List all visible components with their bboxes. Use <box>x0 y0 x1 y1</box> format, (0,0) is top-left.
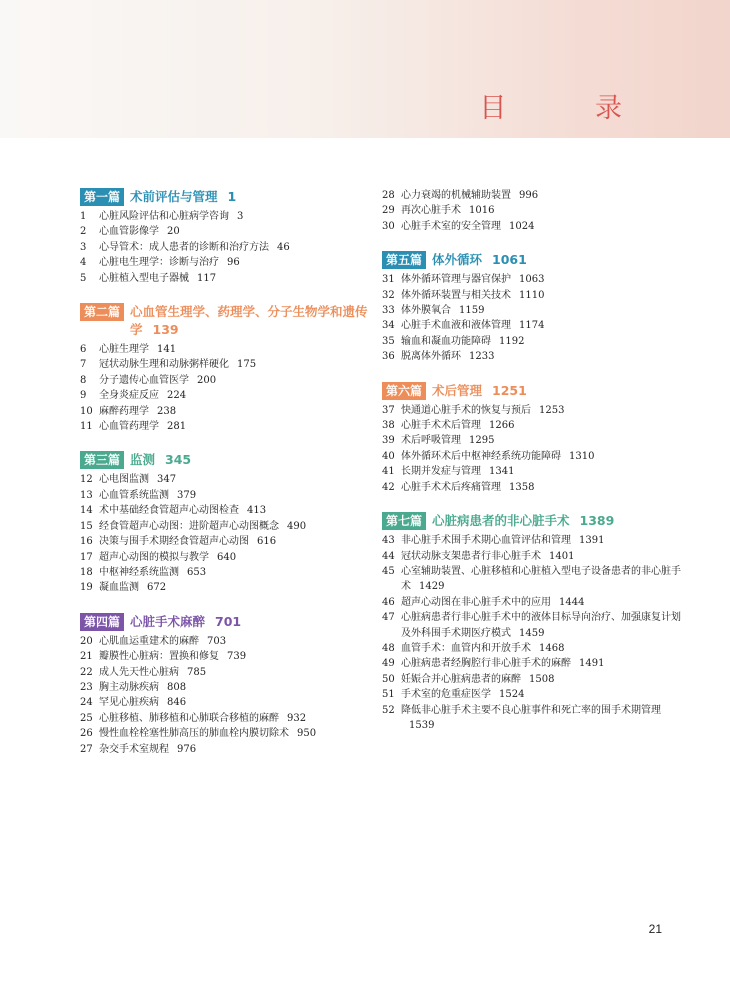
chapter-entry[interactable] <box>80 534 380 549</box>
part-badge: 第四篇 <box>80 613 124 631</box>
chapter-title: 心血管影像学 <box>99 226 159 238</box>
chapter-title: 心肌血运重建术的麻醉 <box>99 635 199 647</box>
chapter-entry[interactable] <box>382 595 682 610</box>
part-page: 701 <box>215 613 242 629</box>
chapter-number: 38 <box>382 420 395 432</box>
chapter-page: 1341 <box>489 466 515 478</box>
chapter-number: 2 <box>80 226 87 238</box>
chapter-page: 413 <box>247 505 267 517</box>
part-heading[interactable] <box>382 512 682 530</box>
part-page: 1251 <box>492 382 527 398</box>
chapter-page: 1508 <box>529 673 555 685</box>
chapter-number: 17 <box>80 551 93 563</box>
chapter-title: 罕见心脏疾病 <box>99 697 159 709</box>
chapter-number: 14 <box>80 505 93 517</box>
chapter-entry[interactable] <box>382 349 682 364</box>
chapter-number: 42 <box>382 481 395 493</box>
chapter-number: 48 <box>382 642 395 654</box>
chapter-entry[interactable] <box>382 272 682 287</box>
chapter-page: 653 <box>187 566 207 578</box>
chapter-title: 全身炎症反应 <box>99 390 159 402</box>
chapter-number: 49 <box>382 658 395 670</box>
chapter-entry[interactable] <box>80 419 380 434</box>
chapter-entry[interactable] <box>382 449 682 464</box>
part-badge: 第二篇 <box>80 303 124 321</box>
part-title: 监测 <box>130 452 156 468</box>
chapter-title: 术中基础经食管超声心动图检查 <box>99 505 239 517</box>
chapter-entry[interactable] <box>80 565 380 580</box>
chapter-number: 52 <box>382 704 395 716</box>
chapter-page: 739 <box>227 651 247 663</box>
part-title: 术后管理 <box>432 382 483 398</box>
chapter-number: 37 <box>382 404 395 416</box>
chapter-title: 血管手术：血管内和开放手术 <box>401 642 531 654</box>
chapter-number: 26 <box>80 728 93 740</box>
chapter-number: 30 <box>382 220 395 232</box>
chapter-page: 1192 <box>499 335 525 347</box>
chapter-entry[interactable] <box>382 303 682 318</box>
chapter-title: 降低非心脏手术主要不良心脏事件和死亡率的围手术期管理 <box>401 704 661 716</box>
chapter-title: 胸主动脉疾病 <box>99 681 159 693</box>
chapter-page: 141 <box>157 344 177 356</box>
part-5 <box>382 251 682 364</box>
chapter-entry[interactable] <box>80 209 380 224</box>
chapter-title: 凝血监测 <box>99 582 139 594</box>
chapter-entry[interactable] <box>382 687 682 702</box>
chapter-entry[interactable] <box>80 580 380 595</box>
chapter-title: 心电图监测 <box>99 474 149 486</box>
chapter-entry[interactable] <box>80 711 380 726</box>
chapter-entry[interactable] <box>382 533 682 548</box>
chapter-number: 51 <box>382 689 395 701</box>
chapter-page: 281 <box>167 421 187 433</box>
chapter-title: 成人先天性心脏病 <box>99 666 179 678</box>
toc-left-column <box>80 188 380 774</box>
chapter-number: 25 <box>80 712 93 724</box>
chapter-entry[interactable] <box>382 288 682 303</box>
chapter-title: 心脏生理学 <box>99 344 149 356</box>
chapter-title: 麻醉药理学 <box>99 405 149 417</box>
chapter-page: 1110 <box>519 289 545 301</box>
chapter-number: 36 <box>382 351 395 363</box>
chapter-title: 超声心动图在非心脏手术中的应用 <box>401 596 551 608</box>
chapter-number: 39 <box>382 435 395 447</box>
part-page: 345 <box>165 452 192 468</box>
chapter-number: 32 <box>382 289 395 301</box>
chapter-page: 1459 <box>519 627 545 639</box>
chapter-entry[interactable] <box>80 472 380 487</box>
chapter-number: 16 <box>80 536 93 548</box>
chapter-title: 中枢神经系统监测 <box>99 566 179 578</box>
chapter-title: 再次心脏手术 <box>401 205 461 217</box>
part-title: 心血管生理学、药理学、分子生物学和遗传学 <box>130 304 368 338</box>
chapter-title: 脱离体外循环 <box>401 351 461 363</box>
part-heading[interactable] <box>80 188 380 206</box>
part-page: 1 <box>227 189 237 204</box>
chapter-entry[interactable] <box>80 665 380 680</box>
chapter-page: 846 <box>167 697 187 709</box>
part-3 <box>80 451 380 595</box>
chapter-entry[interactable] <box>80 519 380 534</box>
chapter-number: 6 <box>80 344 87 356</box>
chapter-title: 冠状动脉支架患者行非心脏手术 <box>401 550 541 562</box>
chapter-title: 心脏手术术后管理 <box>401 420 481 432</box>
chapter-title: 心导管术：成人患者的诊断和治疗方法 <box>99 241 269 253</box>
chapter-entry[interactable] <box>382 318 682 333</box>
chapter-page: 950 <box>297 728 317 740</box>
part-heading[interactable] <box>382 382 682 400</box>
chapter-number: 34 <box>382 320 395 332</box>
chapter-number: 3 <box>80 241 87 253</box>
chapter-number: 15 <box>80 520 93 532</box>
chapter-title: 冠状动脉生理和动脉粥样硬化 <box>99 359 229 371</box>
page-title: 目 录 <box>479 93 662 124</box>
chapter-page: 379 <box>177 489 197 501</box>
chapter-number: 4 <box>80 257 87 269</box>
chapter-page: 1401 <box>549 550 575 562</box>
chapter-title: 心脏手术术后疼痛管理 <box>401 481 501 493</box>
chapter-page: 616 <box>257 536 277 548</box>
chapter-entry[interactable] <box>382 334 682 349</box>
chapter-page: 1539 <box>409 719 435 731</box>
chapter-entry[interactable] <box>80 224 380 239</box>
part-4 <box>80 613 380 757</box>
chapter-title: 体外膜氧合 <box>401 305 451 317</box>
toc-right-column <box>382 188 682 750</box>
chapter-number: 23 <box>80 681 93 693</box>
chapter-page: 1391 <box>579 535 605 547</box>
chapter-entry[interactable] <box>80 503 380 518</box>
chapter-number: 7 <box>80 359 87 371</box>
chapter-page: 808 <box>167 681 187 693</box>
chapter-page: 1295 <box>469 435 495 447</box>
part-page: 1389 <box>579 513 615 529</box>
chapter-number: 11 <box>80 421 93 433</box>
chapter-title: 瓣膜性心脏病：置换和修复 <box>99 651 219 663</box>
chapter-page: 703 <box>207 635 227 647</box>
chapter-entry[interactable] <box>382 219 682 234</box>
chapter-entry[interactable] <box>80 404 380 419</box>
chapter-page: 490 <box>287 520 307 532</box>
chapter-entry[interactable] <box>80 726 380 741</box>
chapter-number: 31 <box>382 274 395 286</box>
chapter-title: 心脏病患者经胸腔行非心脏手术的麻醉 <box>401 658 571 670</box>
part-page: 1061 <box>492 252 527 268</box>
chapter-title: 心脏电生理学：诊断与治疗 <box>99 257 219 269</box>
chapter-number: 28 <box>382 190 395 201</box>
chapter-entry[interactable] <box>382 433 682 448</box>
chapter-number: 43 <box>382 535 395 547</box>
chapter-number: 45 <box>382 565 395 577</box>
chapter-entry[interactable] <box>382 549 682 564</box>
chapter-title: 体外循环管理与器官保护 <box>401 274 511 286</box>
chapter-page: 46 <box>277 241 290 253</box>
chapter-entry[interactable] <box>382 480 682 495</box>
chapter-page: 117 <box>197 272 217 284</box>
chapter-title: 超声心动图的模拟与教学 <box>99 551 209 563</box>
part-badge: 第七篇 <box>382 512 426 530</box>
part-heading[interactable] <box>382 251 682 269</box>
chapter-entry[interactable] <box>382 672 682 687</box>
chapter-entry[interactable] <box>80 388 380 403</box>
chapter-number: 29 <box>382 205 395 217</box>
chapter-title: 心血管药理学 <box>99 421 159 433</box>
chapter-page: 1253 <box>539 404 565 416</box>
chapter-page: 1429 <box>419 581 445 593</box>
chapter-number: 33 <box>382 305 395 317</box>
chapter-page: 224 <box>167 390 187 402</box>
chapter-page: 347 <box>157 474 177 486</box>
chapter-title: 心血管系统监测 <box>99 489 169 501</box>
chapter-page: 1358 <box>509 481 535 493</box>
chapter-title: 杂交手术室规程 <box>99 743 169 755</box>
part-heading[interactable] <box>80 303 380 339</box>
chapter-number: 8 <box>80 374 87 386</box>
chapter-page: 1524 <box>499 689 525 701</box>
chapter-page: 1266 <box>489 420 515 432</box>
chapter-number: 20 <box>80 635 93 647</box>
chapter-page: 1233 <box>469 351 495 363</box>
chapter-page: 1491 <box>579 658 605 670</box>
chapter-number: 5 <box>80 272 87 284</box>
chapter-entry[interactable] <box>80 695 380 710</box>
part-badge: 第一篇 <box>80 188 124 206</box>
chapter-title: 慢性血栓栓塞性肺高压的肺血栓内膜切除术 <box>99 728 289 740</box>
chapter-title: 心脏手术室的安全管理 <box>401 220 501 232</box>
chapter-number: 50 <box>382 673 395 685</box>
chapter-page: 785 <box>187 666 207 678</box>
chapter-title: 体外循环装置与相关技术 <box>401 289 511 301</box>
chapter-page: 1016 <box>469 205 495 217</box>
chapter-number: 21 <box>80 651 93 663</box>
chapter-title: 心室辅助装置、心脏移植和心脏植入型电子设备患者的非心脏手术 <box>401 565 681 593</box>
chapter-page: 672 <box>147 582 167 594</box>
chapter-title: 术后呼吸管理 <box>401 435 461 447</box>
chapter-page: 238 <box>157 405 177 417</box>
chapter-entry[interactable] <box>80 255 380 270</box>
chapter-number: 10 <box>80 405 93 417</box>
chapter-page: 96 <box>227 257 240 269</box>
part-2 <box>80 303 380 434</box>
part-1 <box>80 188 380 286</box>
chapter-entry[interactable] <box>80 680 380 695</box>
part-7 <box>382 512 682 733</box>
part-heading[interactable] <box>80 451 380 469</box>
part-badge: 第五篇 <box>382 251 426 269</box>
chapter-title: 心力衰竭的机械辅助装置 <box>401 190 511 201</box>
chapter-page: 1063 <box>519 274 545 286</box>
chapter-page: 996 <box>519 190 539 201</box>
chapter-page: 1310 <box>569 450 595 462</box>
chapter-number: 22 <box>80 666 93 678</box>
chapter-title: 经食管超声心动图：进阶超声心动图概念 <box>99 520 279 532</box>
chapter-entry[interactable] <box>382 403 682 418</box>
chapter-title: 快通道心脏手术的恢复与预后 <box>401 404 531 416</box>
chapter-number: 44 <box>382 550 395 562</box>
chapter-entry[interactable] <box>80 240 380 255</box>
chapter-page: 1444 <box>559 596 585 608</box>
chapter-entry[interactable] <box>382 464 682 479</box>
chapter-title: 心脏病患者行非心脏手术中的液体目标导向治疗、加强康复计划及外科围手术期医疗模式 <box>401 612 681 639</box>
chapter-title: 非心脏手术围手术期心血管评估和管理 <box>401 535 571 547</box>
part-6 <box>382 382 682 495</box>
chapter-page: 1159 <box>459 305 485 317</box>
chapter-number: 35 <box>382 335 395 347</box>
chapter-title: 心脏风险评估和心脏病学咨询 <box>99 211 229 222</box>
chapter-entry[interactable] <box>80 271 380 286</box>
chapter-entry[interactable] <box>80 742 380 757</box>
part-title: 心脏病患者的非心脏手术 <box>432 513 570 529</box>
chapter-title: 决策与围手术期经食管超声心动图 <box>99 536 249 548</box>
chapter-page: 976 <box>177 743 197 755</box>
part-title: 心脏手术麻醉 <box>130 613 206 629</box>
chapter-page: 200 <box>197 374 217 386</box>
part-page: 139 <box>152 322 179 338</box>
chapter-entry[interactable] <box>382 610 682 641</box>
chapter-number: 13 <box>80 489 93 501</box>
chapter-entry[interactable] <box>80 488 380 503</box>
chapter-entry[interactable] <box>382 703 682 734</box>
chapter-page: 932 <box>287 712 307 724</box>
chapter-page: 640 <box>217 551 237 563</box>
part-badge: 第六篇 <box>382 382 426 400</box>
part-title: 术前评估与管理 <box>130 189 218 204</box>
chapter-title: 长期并发症与管理 <box>401 466 481 478</box>
part-heading[interactable] <box>80 613 380 631</box>
chapter-entry[interactable] <box>382 564 682 595</box>
chapter-title: 妊娠合并心脏病患者的麻醉 <box>401 673 521 685</box>
chapter-page: 175 <box>237 359 257 371</box>
chapter-title: 心脏手术血液和液体管理 <box>401 320 511 332</box>
chapter-entry[interactable] <box>80 634 380 649</box>
chapter-title: 手术室的危重症医学 <box>401 689 491 701</box>
chapter-number: 47 <box>382 612 395 624</box>
chapter-number: 19 <box>80 582 93 594</box>
part-title: 体外循环 <box>432 252 483 268</box>
chapter-entry[interactable] <box>382 656 682 671</box>
chapter-number: 41 <box>382 466 395 478</box>
chapter-entry[interactable] <box>382 641 682 656</box>
chapter-title: 心脏移植、肺移植和心肺联合移植的麻醉 <box>99 712 279 724</box>
chapter-number: 12 <box>80 474 93 486</box>
chapter-page: 20 <box>167 226 180 238</box>
chapter-entry[interactable] <box>382 203 682 218</box>
chapter-title: 分子遗传心血管医学 <box>99 374 189 386</box>
chapter-entry[interactable] <box>80 373 380 388</box>
chapter-title: 心脏植入型电子器械 <box>99 272 189 284</box>
chapter-page: 1468 <box>539 642 565 654</box>
chapter-number: 18 <box>80 566 93 578</box>
part-badge: 第三篇 <box>80 451 124 469</box>
chapter-number: 1 <box>80 211 87 222</box>
chapter-page: 1024 <box>509 220 535 232</box>
chapter-title: 体外循环术后中枢神经系统功能障碍 <box>401 450 561 462</box>
chapter-number: 24 <box>80 697 93 709</box>
chapter-number: 9 <box>80 390 87 402</box>
chapter-entry[interactable] <box>382 418 682 433</box>
chapter-number: 46 <box>382 596 395 608</box>
chapter-number: 40 <box>382 450 395 462</box>
chapter-entry[interactable] <box>80 649 380 664</box>
chapter-entry[interactable] <box>80 357 380 372</box>
chapter-number: 27 <box>80 743 93 755</box>
chapter-page: 1174 <box>519 320 545 332</box>
chapter-title: 输血和凝血功能障碍 <box>401 335 491 347</box>
chapter-page: 3 <box>237 211 244 222</box>
chapter-entry[interactable] <box>382 188 682 203</box>
page-number: 21 <box>648 922 662 936</box>
chapter-entry[interactable] <box>80 342 380 357</box>
part-4-continued <box>382 188 682 234</box>
chapter-entry[interactable] <box>80 550 380 565</box>
